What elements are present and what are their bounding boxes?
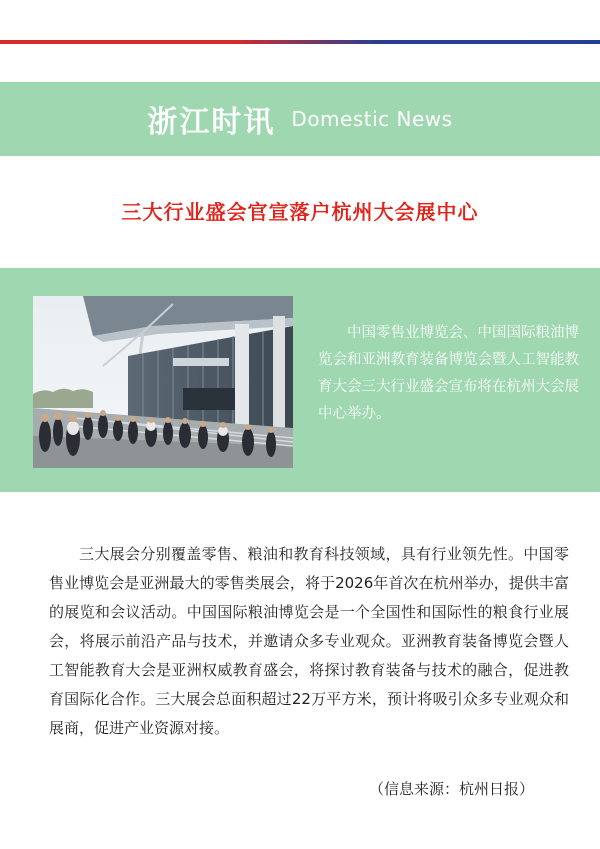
body-paragraph: 三大展会分别覆盖零售、粮油和教育科技领域，具有行业领先性。中国零售业博览会是亚洲最大的零售类展会，将于2026年首次在杭州举办，提供丰富的展览和会议活动。中国国际粮油博览会是一个全国性和国际性的粮食行业展会，将展示前沿产品与技术，并邀请众多专业观众。亚洲教育装备博览会暨人工智能教育大会是亚洲权威教育盛会，将探讨教育装备与技术的融合，促进教育国际化合作。三大展会总面积超过22万平方米，预计将吸引众多专业观众和展商，促进产业资源对接。 bbox=[49, 545, 569, 737]
exhibition-center-photo bbox=[33, 296, 293, 468]
accent-bar-blue bbox=[230, 40, 600, 44]
article-headline: 三大行业盛会官宣落户杭州大会展中心 bbox=[121, 200, 479, 224]
article-body bbox=[49, 540, 569, 743]
source-note: （信息来源：杭州日报） bbox=[368, 780, 534, 798]
section-header bbox=[0, 82, 600, 156]
accent-bar-red bbox=[0, 40, 230, 44]
section-title-en: Domestic News bbox=[291, 107, 453, 131]
top-accent-bar bbox=[0, 40, 600, 44]
section-title-cn: 浙江时讯 bbox=[147, 105, 276, 140]
lead-panel bbox=[0, 268, 600, 492]
lead-paragraph: 中国零售业博览会、中国国际粮油博览会和亚洲教育装备博览会暨人工智能教育大会三大行业盛会宣布将在杭州大会展中心举办。 bbox=[318, 325, 579, 422]
